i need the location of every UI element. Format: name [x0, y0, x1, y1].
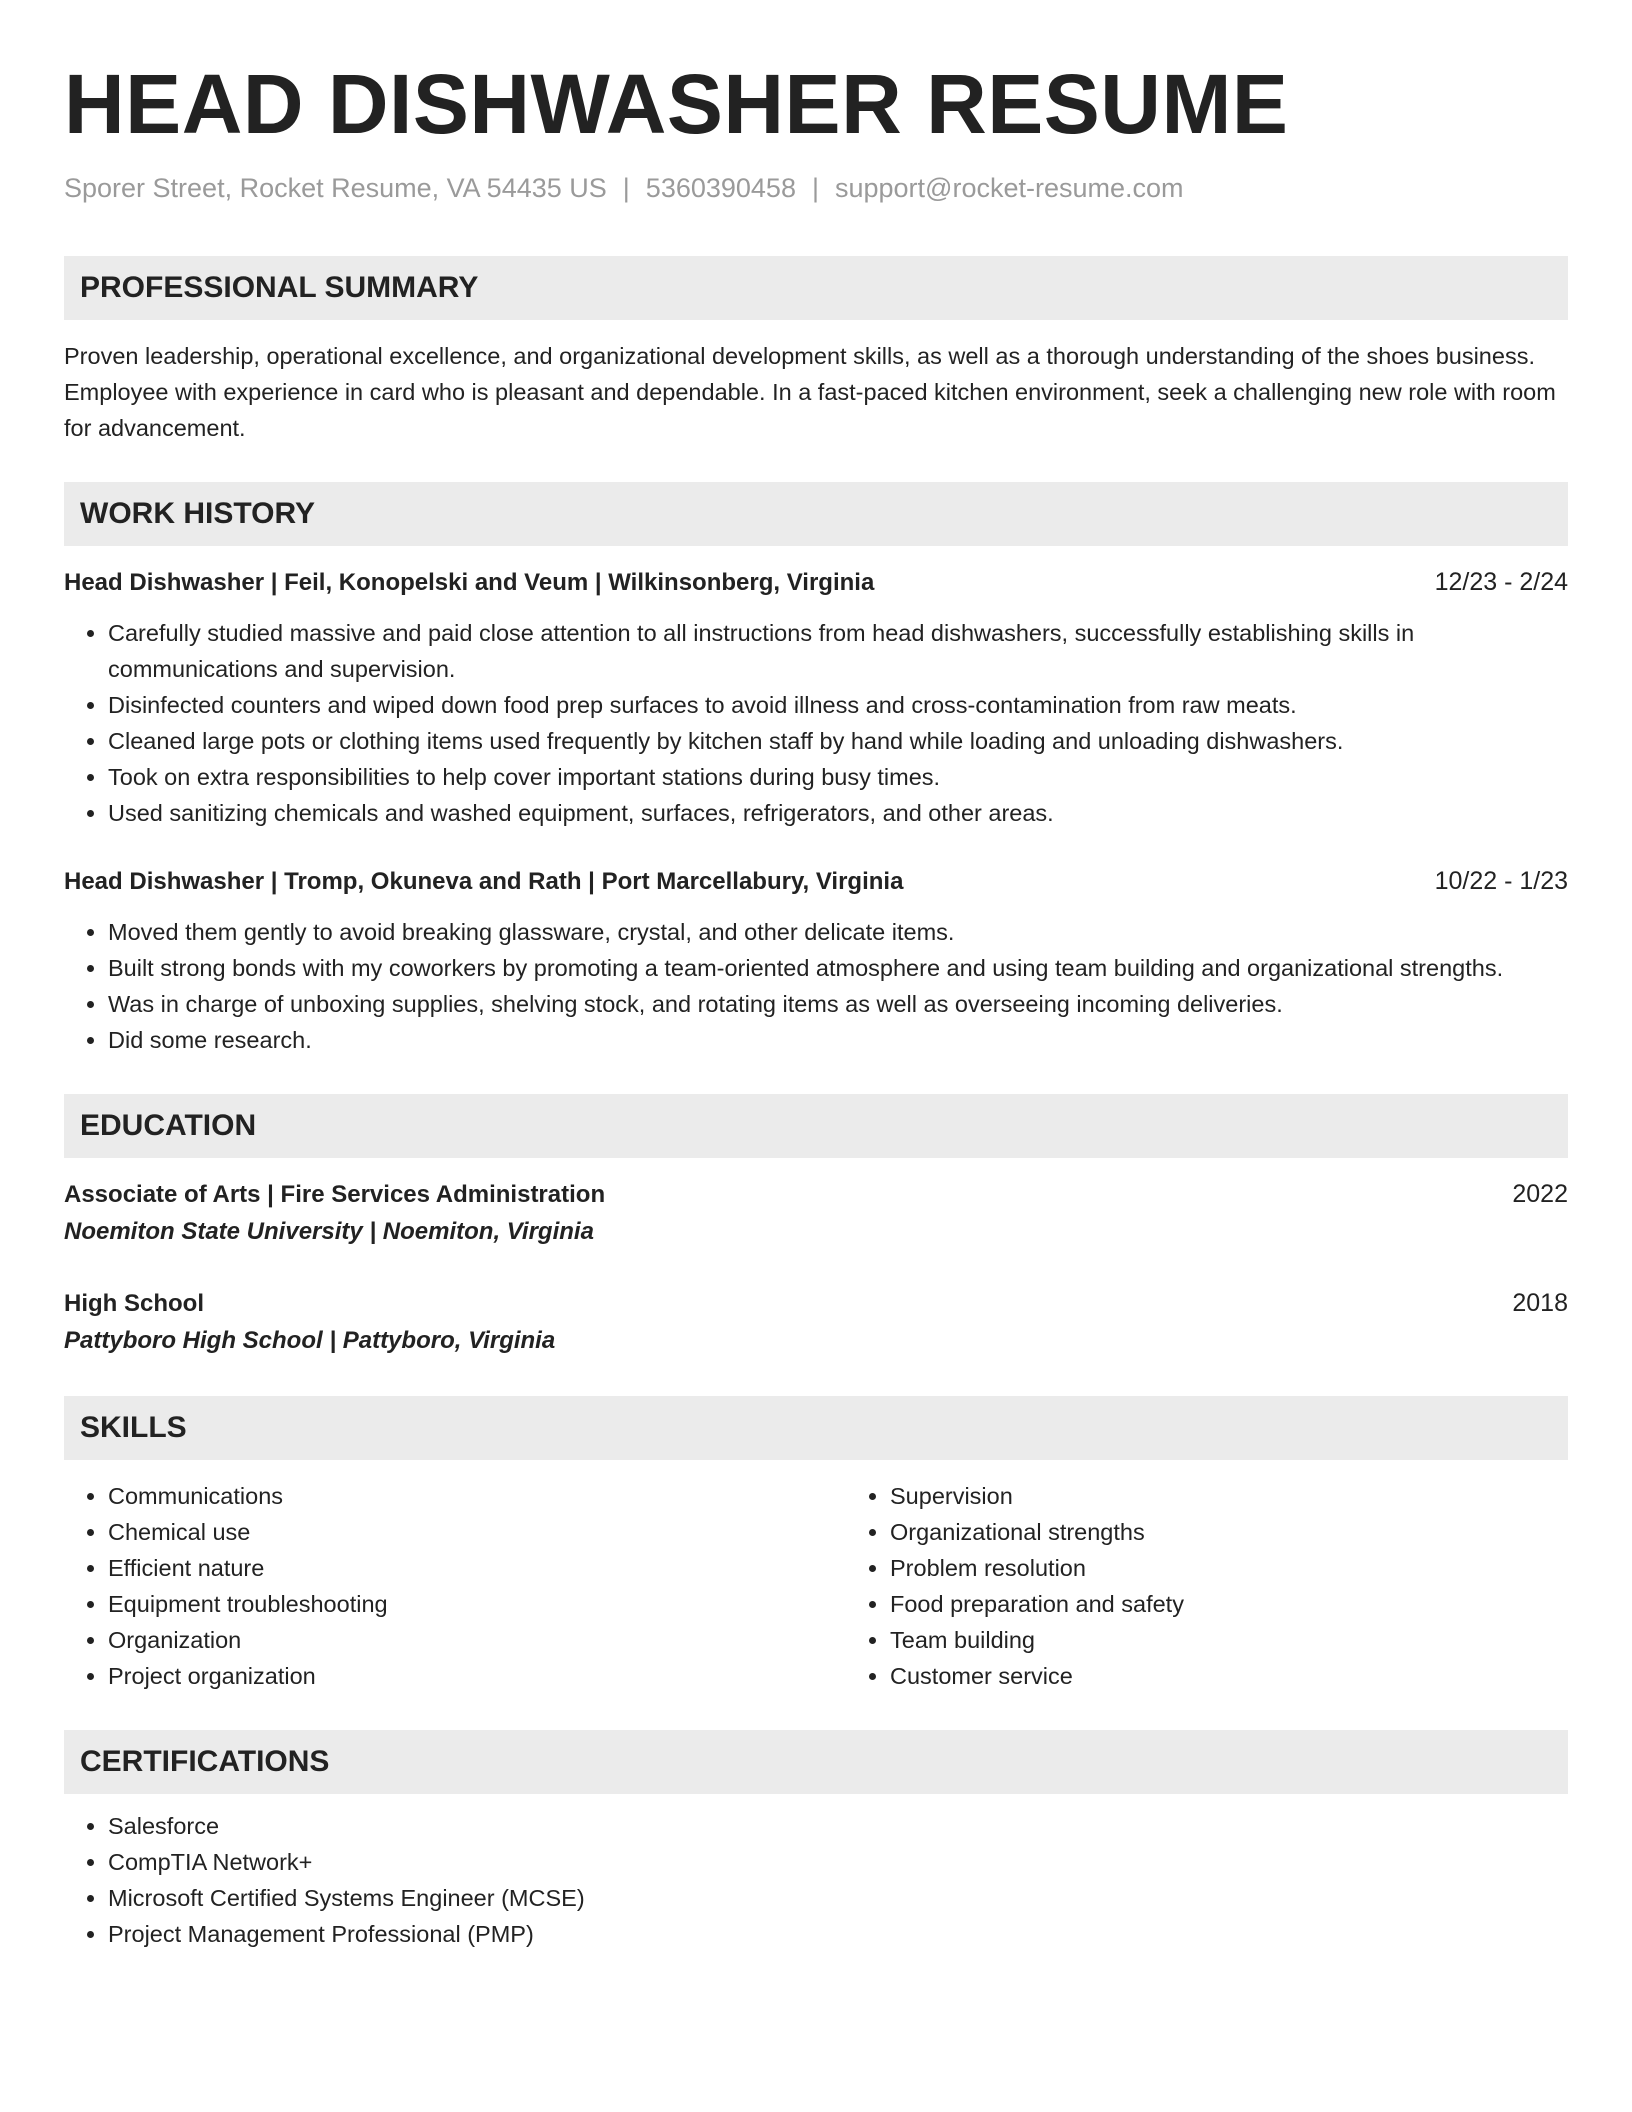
education-header	[64, 1285, 1568, 1322]
skill-item: • Supervision	[890, 1478, 1628, 1514]
job-bullet: • Was in charge of unboxing supplies, shelving stock, and rotating items as well as overseeing incoming deliveries.	[108, 986, 1568, 1022]
contact-separator: |	[622, 173, 630, 203]
job-bullet: • Moved them gently to avoid breaking glassware, crystal, and other delicate items.	[108, 914, 1568, 950]
certification-item: • Salesforce	[108, 1808, 1568, 1844]
skill-item: • Equipment troubleshooting	[108, 1586, 846, 1622]
job-header	[64, 863, 1568, 900]
skill-item: • Efficient nature	[108, 1550, 846, 1586]
job-entry	[64, 863, 1568, 1058]
job-bullet: • Disinfected counters and wiped down food prep surfaces to avoid illness and cross-contamination from raw meats.	[108, 687, 1568, 723]
job-entry	[64, 564, 1568, 831]
skill-item: • Project organization	[108, 1658, 846, 1694]
job-bullet: • Cleaned large pots or clothing items used frequently by kitchen staff by hand while loading and unloading dishwashers.	[108, 723, 1568, 759]
resume-title: HEAD DISHWASHER RESUME	[64, 57, 1289, 151]
skill-item: • Team building	[890, 1622, 1628, 1658]
education-year: 2022	[1512, 1180, 1568, 1208]
job-header	[64, 564, 1568, 601]
education-entry	[64, 1176, 1568, 1251]
job-bullet: • Took on extra responsibilities to help cover important stations during busy times.	[108, 759, 1568, 795]
education-year: 2018	[1512, 1289, 1568, 1317]
summary-text: Proven leadership, operational excellence, and organizational development skills, as well as a thorough understanding of the shoes business. Employee with experience in card who is pleasant and dependable. In a fast-paced kitchen environment, seek a challenging new role with room for advancement.	[64, 343, 1556, 441]
education-header	[64, 1176, 1568, 1213]
job-dates: 12/23 - 2/24	[1434, 568, 1568, 596]
education-degree: Associate of Arts | Fire Services Administration	[64, 1181, 606, 1208]
contact-address: Sporer Street, Rocket Resume, VA 54435 US	[64, 173, 607, 203]
job-dates: 10/22 - 1/23	[1434, 867, 1568, 895]
certification-item: • CompTIA Network+	[108, 1844, 1568, 1880]
education-entry	[64, 1285, 1568, 1360]
skill-item: • Communications	[108, 1478, 846, 1514]
skill-item: • Customer service	[890, 1658, 1628, 1694]
skill-item: • Chemical use	[108, 1514, 846, 1550]
education-school: Pattyboro High School | Pattyboro, Virginia	[64, 1327, 556, 1354]
contact-separator: |	[811, 173, 819, 203]
job-bullet: • Used sanitizing chemicals and washed equipment, surfaces, refrigerators, and other areas.	[108, 795, 1568, 831]
skill-item: • Problem resolution	[890, 1550, 1628, 1586]
job-title: Head Dishwasher | Feil, Konopelski and Veum | Wilkinsonberg, Virginia	[64, 569, 875, 596]
job-bullet: • Carefully studied massive and paid close attention to all instructions from head dishwashers, successfully establishing skills in communications and supervision.	[108, 615, 1568, 687]
contact-email: support@rocket-resume.com	[834, 173, 1184, 203]
section-header-skills: SKILLS	[64, 1396, 1568, 1460]
certifications-list	[64, 1808, 1568, 1952]
skill-item: • Organization	[108, 1622, 846, 1658]
job-bullets	[64, 914, 1568, 1058]
education-school: Noemiton State University | Noemiton, Virginia	[64, 1218, 594, 1245]
job-bullets	[64, 615, 1568, 831]
skills-column-left	[64, 1478, 846, 1694]
section-header-work-history: WORK HISTORY	[64, 482, 1568, 546]
section-header-certifications: CERTIFICATIONS	[64, 1730, 1568, 1794]
job-bullet: • Built strong bonds with my coworkers by promoting a team-oriented atmosphere and using team building and organizational strengths.	[108, 950, 1568, 986]
skills-column-right	[846, 1478, 1628, 1694]
contact-phone: 5360390458	[645, 173, 796, 203]
section-header-education: EDUCATION	[64, 1094, 1568, 1158]
job-title: Head Dishwasher | Tromp, Okuneva and Rath | Port Marcellabury, Virginia	[64, 868, 904, 895]
education-degree: High School	[64, 1290, 204, 1317]
certification-item: • Project Management Professional (PMP)	[108, 1916, 1568, 1952]
contact-line	[64, 170, 1568, 206]
skill-item: • Organizational strengths	[890, 1514, 1628, 1550]
skills-list	[64, 1478, 1568, 1694]
certification-item: • Microsoft Certified Systems Engineer (MCSE)	[108, 1880, 1568, 1916]
skill-item: • Food preparation and safety	[890, 1586, 1628, 1622]
job-bullet: • Did some research.	[108, 1022, 1568, 1058]
section-header-summary: PROFESSIONAL SUMMARY	[64, 256, 1568, 320]
